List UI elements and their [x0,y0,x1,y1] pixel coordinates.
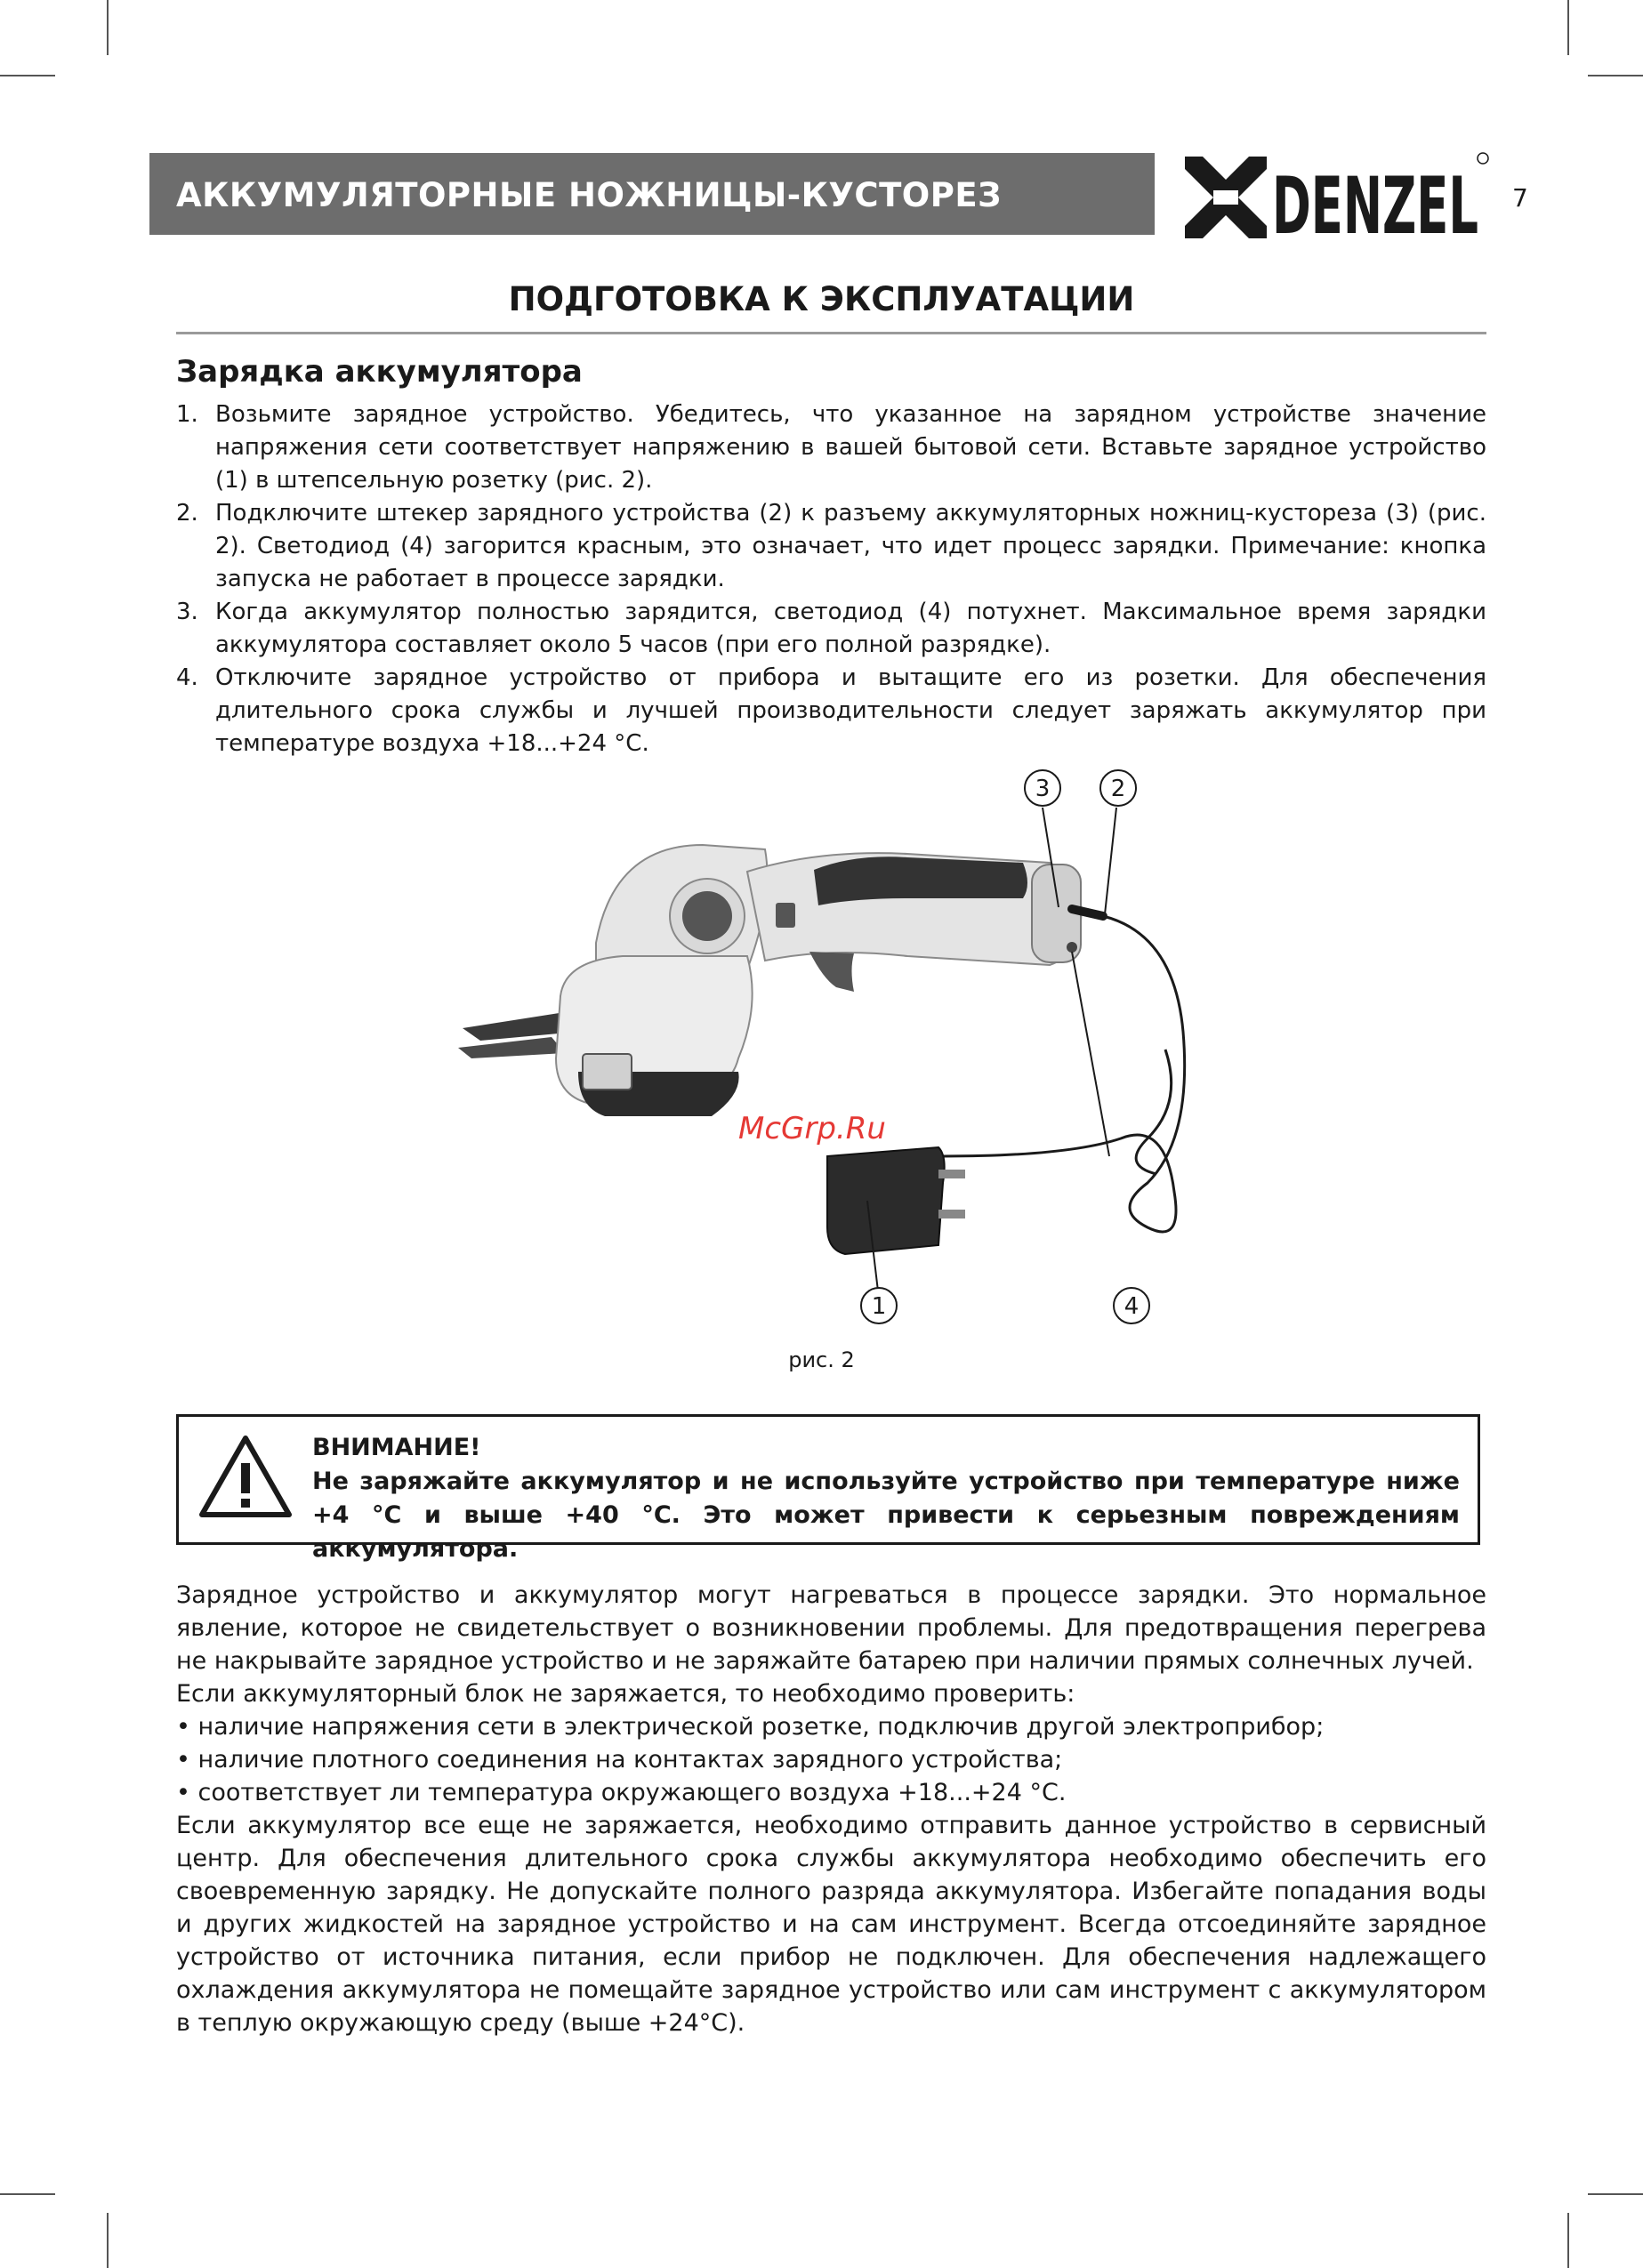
bullet-item: • наличие напряжения сети в электрической розетке, подключив другой электроприбор; [176,1713,1325,1741]
step-text: Когда аккумулятор полностью зарядится, светодиод (4) потухнет. Максимальное время зарядки аккумулятора составляет около 5 часов (при его полной разрядке). [215,599,1486,658]
crop-mark [107,0,109,55]
denzel-logo [1183,149,1490,240]
crop-mark [1588,75,1643,76]
watermark-text: McGrp.Ru [738,1111,886,1146]
step-number: 1. [176,401,198,428]
header-title: АККУМУЛЯТОРНЫЕ НОЖНИЦЫ-КУСТОРЕЗ [176,176,1002,214]
warning-text [312,1431,1460,1566]
crop-mark [0,2193,55,2195]
warning-box [176,1414,1480,1563]
warning-title: ВНИМАНИЕ! [312,1434,481,1461]
section-divider [176,332,1486,334]
subheading: Зарядка аккумулятора [176,354,583,390]
bullet-item: • наличие плотного соединения на контактах зарядного устройства; [176,1746,1063,1773]
callout-label: 1 [871,1293,887,1320]
crop-mark [1567,0,1569,55]
list-item [176,662,1486,760]
step-text: Возьмите зарядное устройство. Убедитесь, что указанное на зарядном устройстве значение напряжения сети соответствует напряжению в вашей бытовой сети. Вставьте зарядное устройство (1) в штепсельную розетку (рис. 2). [215,401,1486,494]
bullet-item: • соответствует ли температура окружающего воздуха +18...+24 °С. [176,1779,1067,1806]
step-text: Подключите штекер зарядного устройства (2) к разъему аккумуляторных ножниц-кустореза (3) (рис. 2). Светодиод (4) загорится красным, это означает, что идет процесс зарядки. Примечание: кнопка запуска не работает в процессе зарядки. [215,500,1486,592]
header-bar [149,153,1155,235]
callout-label: 4 [1124,1293,1140,1320]
shears-handle-illustration [747,853,1082,992]
crop-mark [107,2213,109,2268]
charger-adapter-illustration [827,1147,965,1254]
list-item [176,398,1486,497]
crop-mark [1567,2213,1569,2268]
callout-label: 3 [1035,776,1051,802]
step-number: 3. [176,599,198,625]
crop-mark [0,75,55,76]
list-item [176,596,1486,662]
list-item [176,497,1486,596]
step-text: Отключите зарядное устройство от прибора и вытащите его из розетки. Для обеспечения длительного срока службы и лучшей производительности следует заряжать аккумулятор при температуре воздуха +18...+24 °С. [215,664,1486,757]
callout-1 [861,1288,897,1323]
figure-caption: рис. 2 [788,1347,855,1372]
callout-3 [1025,770,1060,806]
callout-2 [1100,770,1136,806]
section-title: ПОДГОТОВКА К ЭКСПЛУАТАЦИИ [508,280,1135,318]
paragraph: Если аккумулятор все еще не заряжается, необходимо отправить данное устройство в сервисный центр. Для обеспечения длительного срока службы аккумулятора необходимо обеспечить его своевременную зарядку. Не допускайте полного разряда аккумулятора. Избегайте попадания воды и других жидкостей на зарядное устройство и на сам инструмент. Всегда отсоединяйте зарядное устройство от источника питания, если прибор не подключен. Для обеспечения надлежащего охлаждения аккумулятора не помещайте зарядное устройство или сам инструмент с аккумулятором в теплую окружающую среду (выше +24°С). [176,1812,1486,2037]
warning-triangle-icon [197,1433,294,1522]
paragraph: Если аккумуляторный блок не заряжается, то необходимо проверить: [176,1680,1075,1708]
paragraph: Зарядное устройство и аккумулятор могут нагреваться в процессе зарядки. Это нормальное явление, которое не свидетельствует о возникновении проблемы. Для предотвращения перегрева не накрывайте зарядное устройство и не заряжайте батарею при наличии прямых солнечных лучей. [176,1581,1486,1675]
body-text [176,1579,1486,2039]
warning-body: Не заряжайте аккумулятор и не используйте устройство при температуре ниже +4 °С и выше +40 °С. Это может привести к серьезным повреждениям аккумулятора. [312,1468,1460,1563]
figure-shears-charging [409,765,1210,1334]
steps-list [176,398,1486,760]
brand-wordmark: DENZEL [1272,160,1478,240]
step-number: 4. [176,664,198,691]
shears-head-illustration [556,845,768,1116]
callout-4 [1114,1288,1149,1323]
callout-label: 2 [1110,776,1126,802]
page-number: 7 [1512,183,1528,213]
step-number: 2. [176,500,198,527]
crop-mark [1588,2193,1643,2195]
